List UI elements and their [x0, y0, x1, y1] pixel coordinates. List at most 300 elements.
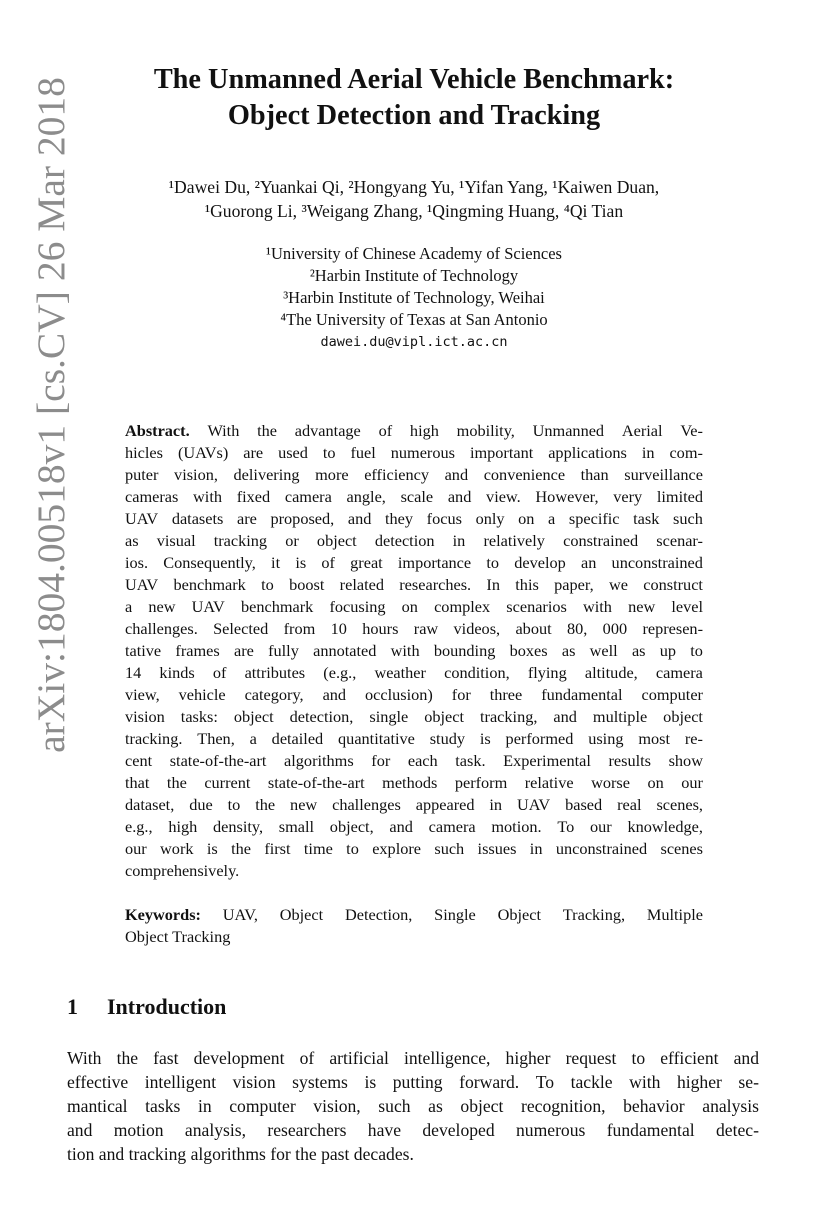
word: motion	[113, 1120, 164, 1140]
keywords	[125, 904, 703, 948]
word: appeared	[415, 795, 475, 814]
word: camera	[284, 487, 332, 506]
word: boxes	[509, 641, 548, 660]
word: efficiency	[364, 465, 429, 484]
word: visual	[156, 531, 196, 550]
affiliation-list	[60, 243, 768, 353]
word: develop	[514, 553, 566, 572]
word: paper,	[554, 575, 594, 594]
word: flying	[527, 663, 567, 682]
word: (UAVs)	[177, 443, 229, 462]
word: UAV	[125, 575, 159, 594]
word: high	[409, 421, 439, 440]
word: camera	[655, 663, 703, 682]
word: hours	[362, 619, 399, 638]
word: knowledge,	[627, 817, 703, 836]
word: small	[278, 817, 315, 836]
word: results	[608, 751, 651, 770]
word: from	[283, 619, 316, 638]
word: development	[193, 1048, 285, 1068]
word: mobility,	[456, 421, 515, 440]
word: e.g.,	[125, 817, 153, 836]
word: the	[255, 795, 276, 814]
keywords-line-2: Object Tracking	[125, 927, 231, 946]
word: altitude,	[584, 663, 638, 682]
word: request	[565, 1048, 617, 1068]
word: vision	[125, 707, 165, 726]
word: as	[631, 641, 646, 660]
word: represen-	[642, 619, 703, 638]
author-list	[60, 175, 768, 223]
abstract-line	[125, 728, 703, 750]
word: detec-	[715, 1120, 759, 1140]
word: and	[67, 1120, 93, 1140]
word: perform	[454, 773, 508, 792]
word: Object	[497, 905, 541, 924]
word: re-	[684, 729, 703, 748]
word: bounding	[433, 641, 496, 660]
word: performed	[505, 729, 574, 748]
word: about	[515, 619, 552, 638]
word: com-	[669, 443, 703, 462]
word: and	[553, 707, 577, 726]
word: to	[261, 575, 274, 594]
word: methods	[382, 773, 438, 792]
word: boost	[289, 575, 325, 594]
word: 000	[602, 619, 628, 638]
word: 80,	[566, 619, 588, 638]
word: benchmark	[240, 597, 314, 616]
word: to	[227, 795, 241, 814]
word: surveillance	[624, 465, 703, 484]
word: such	[378, 1096, 411, 1116]
word: specific	[568, 509, 620, 528]
word: and	[322, 685, 347, 704]
word: such	[434, 839, 465, 858]
contact-email: dawei.du@vipl.ict.ac.cn	[320, 334, 508, 350]
word: Multiple	[646, 905, 703, 924]
affiliation-2: ²Harbin Institute of Technology	[309, 266, 519, 285]
word: scenar-	[656, 531, 703, 550]
abstract-line	[125, 750, 703, 772]
word: vehicle	[178, 685, 226, 704]
word: new	[148, 597, 176, 616]
section-heading	[67, 992, 767, 1022]
section-title: Introduction	[107, 994, 227, 1019]
word: category,	[244, 685, 304, 704]
word: and	[389, 817, 413, 836]
word: benchmark	[173, 575, 246, 594]
word: fundamental	[541, 685, 623, 704]
word: issues	[477, 839, 517, 858]
word: mantical	[67, 1096, 128, 1116]
word: weather	[374, 663, 426, 682]
word: researchers	[267, 1120, 347, 1140]
word: systems	[292, 1072, 348, 1092]
word: motion.	[491, 817, 542, 836]
word: more	[315, 465, 349, 484]
word: and	[444, 465, 469, 484]
word: in	[197, 1096, 212, 1116]
word: importance	[397, 553, 472, 572]
abstract-line	[125, 662, 703, 684]
word: scenes,	[656, 795, 703, 814]
word: higher	[505, 1048, 551, 1068]
word: very	[613, 487, 643, 506]
word: in	[641, 443, 655, 462]
word: focus	[426, 509, 462, 528]
word: high	[168, 817, 198, 836]
word: to	[631, 1048, 646, 1068]
word: To	[535, 1072, 555, 1092]
word: tasks:	[180, 707, 218, 726]
word: and	[447, 487, 472, 506]
word: vision,	[313, 1096, 361, 1116]
word: worse	[591, 773, 630, 792]
affiliation-1: ¹University of Chinese Academy of Sciences	[266, 244, 562, 263]
word: new	[628, 597, 656, 616]
word: based	[565, 795, 603, 814]
word: kinds	[159, 663, 195, 682]
word: in	[529, 839, 543, 858]
word: multiple	[592, 707, 648, 726]
word: great	[350, 553, 383, 572]
abstract	[125, 420, 703, 882]
abstract-line	[125, 772, 703, 794]
word: have	[367, 1120, 402, 1140]
word: fully	[268, 641, 299, 660]
word: as	[428, 1096, 443, 1116]
word: ios.	[125, 553, 149, 572]
word: is	[364, 1072, 377, 1092]
word: the	[257, 421, 278, 440]
word: an	[580, 553, 597, 572]
word: scenarios	[506, 597, 567, 616]
word: challenges.	[125, 619, 198, 638]
abstract-line	[125, 706, 703, 728]
word: this	[515, 575, 539, 594]
word: analysis,	[184, 1120, 247, 1140]
word: a	[249, 729, 257, 748]
word: To	[557, 817, 575, 836]
word: each	[407, 751, 438, 770]
word: computer	[229, 1096, 296, 1116]
word: well	[589, 641, 618, 660]
abstract-line	[125, 486, 703, 508]
word: related	[339, 575, 384, 594]
word: for	[451, 685, 471, 704]
word: in	[452, 531, 466, 550]
word: task	[633, 509, 660, 528]
word: algorithms	[284, 751, 354, 770]
word: delivering	[233, 465, 300, 484]
word: single	[369, 707, 409, 726]
word: challenges	[332, 795, 401, 814]
word: on	[401, 597, 418, 616]
word: behavior	[623, 1096, 685, 1116]
word: Object	[279, 905, 324, 924]
word: object	[316, 531, 357, 550]
word: proposed,	[270, 509, 335, 528]
word: vision,	[174, 465, 218, 484]
word: and	[733, 1048, 759, 1068]
arxiv-sidebar	[29, 62, 73, 767]
word: numerous	[390, 443, 455, 462]
word: are	[236, 509, 257, 528]
word: to	[322, 443, 336, 462]
word: object	[460, 1096, 504, 1116]
word: Experimental	[503, 751, 591, 770]
word: of	[321, 553, 335, 572]
word: density,	[213, 817, 264, 836]
abstract-line	[125, 684, 703, 706]
word: to	[690, 641, 703, 660]
word: fixed	[236, 487, 271, 506]
word: up	[659, 641, 677, 660]
word: such	[673, 509, 703, 528]
word: our	[125, 839, 147, 858]
intro-line	[67, 1118, 759, 1142]
arxiv-identifier: arXiv:1804.00518v1 [cs.CV] 26 Mar 2018	[29, 76, 73, 753]
word: fast	[153, 1048, 179, 1068]
word: view,	[125, 685, 160, 704]
word: Ve-	[680, 421, 703, 440]
word: developed	[422, 1120, 495, 1140]
word: vision	[232, 1072, 276, 1092]
word: Keywords:	[125, 905, 201, 924]
word: limited	[656, 487, 703, 506]
word: with	[193, 487, 222, 506]
word: relative	[524, 773, 574, 792]
word: show	[668, 751, 703, 770]
word: Abstract.	[125, 421, 190, 440]
word: tracking,	[480, 707, 538, 726]
word: efficient	[660, 1048, 719, 1068]
paper-title	[60, 62, 768, 134]
word: on	[518, 509, 535, 528]
abstract-line	[125, 508, 703, 530]
word: With	[67, 1048, 102, 1068]
word: a	[125, 597, 133, 616]
word: tackle	[570, 1072, 613, 1092]
word: researches.	[399, 575, 472, 594]
word: state-of-the-art	[267, 773, 365, 792]
word: numerous	[515, 1120, 586, 1140]
intro-line: tion and tracking algorithms for the past decades.	[67, 1144, 414, 1164]
word: camera	[428, 817, 476, 836]
word: are	[233, 641, 254, 660]
word: object	[663, 707, 703, 726]
word: intelligence,	[403, 1048, 491, 1068]
word: se-	[738, 1072, 759, 1092]
word: is	[479, 729, 491, 748]
word: tasks	[145, 1096, 181, 1116]
intro-line	[67, 1094, 759, 1118]
word: Detection,	[344, 905, 413, 924]
word: 14	[125, 663, 142, 682]
word: Aerial	[621, 421, 663, 440]
word: study	[429, 729, 466, 748]
word: applications	[548, 443, 627, 462]
word: relatively	[483, 531, 545, 550]
word: cent	[125, 751, 153, 770]
title-line-2: Object Detection and Tracking	[227, 100, 601, 131]
word: puter	[125, 465, 159, 484]
word: analysis	[702, 1096, 759, 1116]
word: UAV,	[222, 905, 258, 924]
word: unconstrained	[611, 553, 703, 572]
word: With	[207, 421, 240, 440]
word: our	[681, 773, 703, 792]
word: new	[290, 795, 318, 814]
word: raw	[413, 619, 439, 638]
word: scenes	[660, 839, 703, 858]
word: focusing	[329, 597, 386, 616]
word: In	[486, 575, 500, 594]
word: detection,	[289, 707, 354, 726]
word: or	[285, 531, 299, 550]
abstract-line	[125, 442, 703, 464]
word: real	[617, 795, 642, 814]
word: dataset,	[125, 795, 175, 814]
affiliation-3: ³Harbin Institute of Technology, Weihai	[283, 288, 545, 307]
intro-paragraph	[67, 1046, 759, 1166]
word: a	[548, 509, 556, 528]
word: in	[489, 795, 503, 814]
word: However,	[535, 487, 599, 506]
word: complex	[434, 597, 491, 616]
word: attributes	[244, 663, 306, 682]
word: important	[469, 443, 534, 462]
word: putting	[392, 1072, 443, 1092]
word: three	[489, 685, 523, 704]
abstract-line	[125, 574, 703, 596]
word: occlusion)	[365, 685, 433, 704]
word: construct	[643, 575, 703, 594]
word: is	[295, 553, 307, 572]
authors-line-2: ¹Guorong Li, ³Weigang Zhang, ¹Qingming Huang, ⁴Qi Tian	[204, 201, 624, 221]
word: cameras	[125, 487, 179, 506]
word: Unmanned	[532, 421, 605, 440]
word: most	[638, 729, 670, 748]
word: object,	[329, 817, 374, 836]
word: convenience	[483, 465, 566, 484]
section-number: 1	[67, 994, 78, 1019]
word: are	[243, 443, 264, 462]
word: hicles	[125, 443, 163, 462]
word: and	[347, 509, 372, 528]
title-line-1: The Unmanned Aerial Vehicle Benchmark:	[153, 64, 675, 95]
word: constrained	[563, 531, 639, 550]
word: with	[390, 641, 420, 660]
word: object	[233, 707, 274, 726]
keywords-line-1	[125, 904, 703, 926]
affiliation-4: ⁴The University of Texas at San Antonio	[280, 310, 548, 329]
word: detection	[374, 531, 435, 550]
word: intelligent	[144, 1072, 217, 1092]
word: with	[583, 597, 612, 616]
word: than	[580, 465, 609, 484]
word: we	[608, 575, 628, 594]
word: is	[206, 839, 218, 858]
word: explore	[372, 839, 422, 858]
intro-line	[67, 1070, 759, 1094]
word: tative	[125, 641, 162, 660]
word: on	[647, 773, 664, 792]
word: work	[160, 839, 194, 858]
word: it	[271, 553, 281, 572]
word: Consequently,	[163, 553, 256, 572]
abstract-line	[125, 596, 703, 618]
word: detailed	[271, 729, 324, 748]
word: Tracking,	[562, 905, 626, 924]
word: effective	[67, 1072, 129, 1092]
word: tracking	[213, 531, 268, 550]
word: they	[385, 509, 414, 528]
word: for	[371, 751, 391, 770]
word: fuel	[350, 443, 376, 462]
word: frames	[175, 641, 220, 660]
abstract-line	[125, 640, 703, 662]
abstract-line	[125, 618, 703, 640]
word: UAV	[191, 597, 225, 616]
word: (e.g.,	[323, 663, 357, 682]
abstract-line: comprehensively.	[125, 861, 240, 880]
word: object	[424, 707, 465, 726]
word: annotated	[313, 641, 377, 660]
abstract-line	[125, 552, 703, 574]
word: advantage	[294, 421, 361, 440]
word: state-of-the-art	[169, 751, 267, 770]
word: task.	[455, 751, 486, 770]
word: of	[212, 663, 227, 682]
word: tracking.	[125, 729, 183, 748]
word: due	[189, 795, 213, 814]
abstract-line	[125, 838, 703, 860]
word: condition,	[444, 663, 510, 682]
abstract-line	[125, 816, 703, 838]
word: used	[278, 443, 308, 462]
word: angle,	[346, 487, 386, 506]
word: unconstrained	[555, 839, 648, 858]
word: forward.	[459, 1072, 520, 1092]
word: using	[588, 729, 624, 748]
word: scale	[400, 487, 434, 506]
abstract-line	[125, 530, 703, 552]
abstract-line	[125, 464, 703, 486]
intro-line	[67, 1046, 759, 1070]
word: videos,	[453, 619, 501, 638]
word: 10	[330, 619, 347, 638]
word: Single	[434, 905, 476, 924]
word: computer	[641, 685, 703, 704]
word: the	[116, 1048, 139, 1068]
word: UAV	[517, 795, 551, 814]
abstract-line	[125, 794, 703, 816]
word: quantitative	[338, 729, 415, 748]
word: that	[125, 773, 150, 792]
word: Selected	[213, 619, 269, 638]
word: of	[299, 1048, 315, 1068]
word: Then,	[197, 729, 235, 748]
word: higher	[676, 1072, 722, 1092]
word: artificial	[329, 1048, 389, 1068]
word: UAV	[125, 509, 159, 528]
word: as	[561, 641, 576, 660]
word: first	[264, 839, 291, 858]
abstract-line	[125, 420, 703, 442]
word: view.	[486, 487, 521, 506]
